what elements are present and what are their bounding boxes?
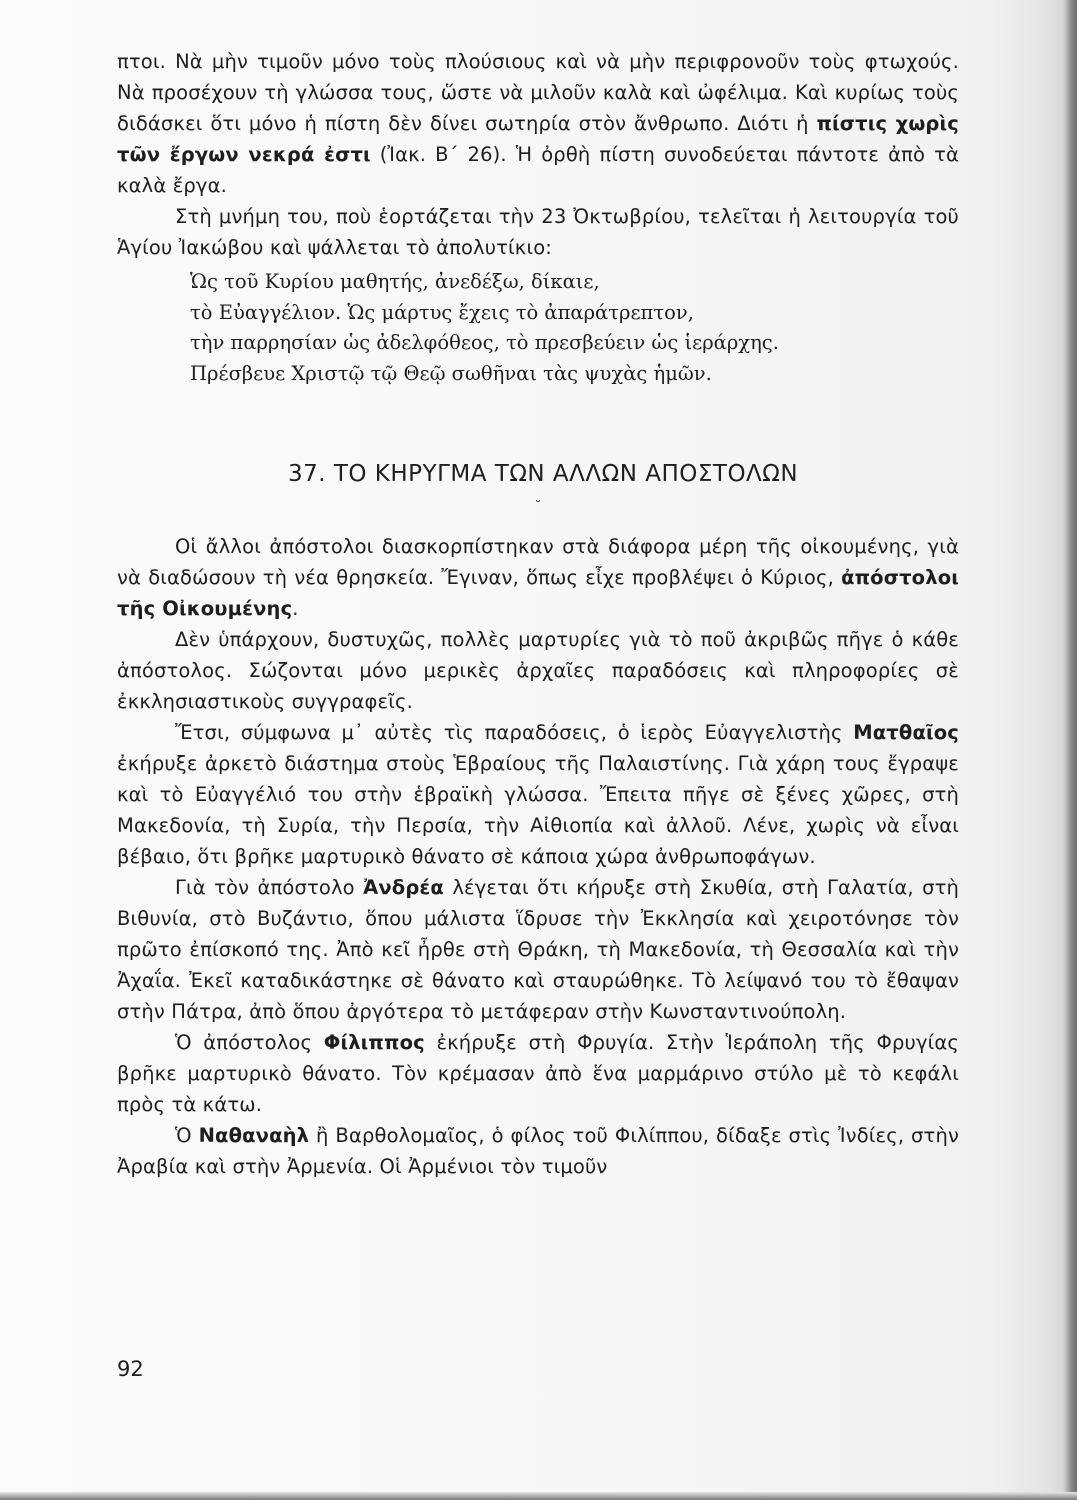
hymn-line: Πρέσβευε Χριστῷ τῷ Θεῷ σωθῆναι τὰς ψυχὰς ἡμῶν. [190, 361, 712, 385]
body-paragraph-5: Ὁ ἀπόστολος Φίλιππος ἐκήρυξε στὴ Φρυγία. Στὴν Ἱεράπολη τῆς Φρυγίας βρῆκε μαρτυρικὸ θάνατο. Τὸν κρέμασαν ἀπὸ ἕνα μαρμάρινο στύλο μὲ τὸ κεφάλι πρὸς τὰ κάτω. [117, 1031, 959, 1116]
bold-quote: πίστις χωρὶς τῶν ἔργων νεκρά ἐστι [117, 112, 959, 166]
bold-name: Ματθαῖος [853, 721, 959, 744]
body-paragraph-6: Ὁ Ναθαναὴλ ἢ Βαρθολομαῖος, ὁ φίλος τοῦ Φιλίππου, δίδαξε στὶς Ἰνδίες, στὴν Ἀραβία καὶ στὴν Ἀρμενία. Οἱ Ἀρμένιοι τὸν τιμοῦν [117, 1124, 959, 1178]
body-paragraph-2: Δὲν ὑπάρχουν, δυστυχῶς, πολλὲς μαρτυρίες γιὰ τὸ ποῦ ἀκριβῶς πῆγε ὁ κάθε ἀπόστολος. Σώζονται μόνο μερικὲς ἀρχαῖες παραδόσεις καὶ πληροφορίες σὲ ἐκκλησιαστικοὺς συγγραφεῖς. [117, 628, 959, 713]
bold-name: Ναθαναὴλ [198, 1124, 310, 1147]
intro-paragraph-1: πτοι. Νὰ μὴν τιμοῦν μόνο τοὺς πλούσιους καὶ νὰ μὴν περιφρονοῦν τοὺς φτωχούς. Νὰ προσέχουν τὴ γλώσσα τους, ὥστε νὰ μιλοῦν καλὰ καὶ ὠφέλιμα. Καὶ κυρίως τοὺς διδάσκει ὅτι μόνο ἡ πίστη δὲν δίνει σωτηρία στὸν ἄνθρωπο. Διότι ἡ πίστις χωρὶς τῶν ἔργων νεκρά ἐστι (Ἰακ. Β΄ 26). Ἡ ὀρθὴ πίστη συνοδεύεται πάντοτε ἀπὸ τὰ καλὰ ἔργα. [117, 50, 959, 197]
book-spine-shadow [1063, 0, 1077, 1500]
hymn-line: τὸ Εὐαγγέλιον. Ὡς μάρτυς ἔχεις τὸ ἀπαράτρεπτον, [190, 300, 694, 324]
chapter-heading: 37. ΤΟ ΚΗΡΥΓΜΑ ΤΩΝ ΑΛΛΩΝ ΑΠΟΣΤΟΛΩΝ [287, 461, 799, 487]
page-bottom-edge [0, 1492, 1077, 1500]
body-paragraph-3: Ἔτσι, σύμφωνα μ᾽ αὐτὲς τὶς παραδόσεις, ὁ ἱερὸς Εὐαγγελιστὴς Ματθαῖος ἐκήρυξε ἀρκετὸ διάστημα στοὺς Ἑβραίους τῆς Παλαιστίνης. Γιὰ χάρη τους ἔγραψε καὶ τὸ Εὐαγγέλιό του στὴν ἑβραϊκὴ γλώσσα. Ἔπειτα πῆγε σὲ ξένες χῶρες, στὴ Μακεδονία, τὴ Συρία, τὴν Περσία, τὴν Αἰθιοπία καὶ ἀλλοῦ. Λένε, χωρὶς νὰ εἶναι βέβαιο, ὅτι βρῆκε μαρτυρικὸ θάνατο σὲ κάποια χώρα ἀνθρωποφάγων. [117, 721, 959, 868]
intro-paragraph-2: Στὴ μνήμη του, ποὺ ἑορτάζεται τὴν 23 Ὀκτωβρίου, τελεῖται ἡ λειτουργία τοῦ Ἁγίου Ἰακώβου καὶ ψάλλεται τὸ ἀπολυτίκιο: [117, 205, 959, 259]
hymn-line: Ὡς τοῦ Κυρίου μαθητής, ἀνεδέξω, δίκαιε, [190, 270, 600, 293]
bold-name: Ἀνδρέα [363, 876, 444, 899]
page-content [117, 46, 959, 1182]
bold-name: Φίλιππος [323, 1031, 425, 1054]
body-paragraph-1: Οἱ ἄλλοι ἀπόστολοι διασκορπίστηκαν στὰ διάφορα μέρη τῆς οἰκουμένης, γιὰ νὰ διαδώσουν τὴ νέα θρησκεία. Ἔγιναν, ὅπως εἶχε προβλέψει ὁ Κύριος, ἀπόστολοι τῆς Οἰκουμένης. [117, 535, 959, 620]
body-paragraph-4: Γιὰ τὸν ἀπόστολο Ἀνδρέα λέγεται ὅτι κήρυξε στὴ Σκυθία, στὴ Γαλατία, στὴ Βιθυνία, στὸ Βυζάντιο, ὅπου μάλιστα ἵδρυσε τὴν Ἐκκλησία καὶ χειροτόνησε τὸν πρῶτο ἐπίσκοπό της. Ἀπὸ κεῖ ἦρθε στὴ Θράκη, τὴ Μακεδονία, τὴ Θεσσαλία καὶ τὴν Ἀχαΐα. Ἐκεῖ καταδικάστηκε σὲ θάνατο καὶ σταυρώθηκε. Τὸ λείψανό του τὸ ἔθαψαν στὴν Πάτρα, ἀπὸ ὅπου ἀργότερα τὸ μετάφεραν στὴν Κωνσταντινούπολη. [117, 876, 959, 1023]
heading-ornament: ˘ [534, 499, 542, 515]
hymn-line: τὴν παρρησίαν ὡς ἀδελφόθεος, τὸ πρεσβεύειν ὡς ἱεράρχης. [190, 331, 779, 354]
bold-term: ἀπόστολοι τῆς Οἰκουμένης [117, 566, 959, 620]
page-number: 92 [117, 1357, 144, 1381]
apolytikion-hymn [190, 267, 959, 389]
